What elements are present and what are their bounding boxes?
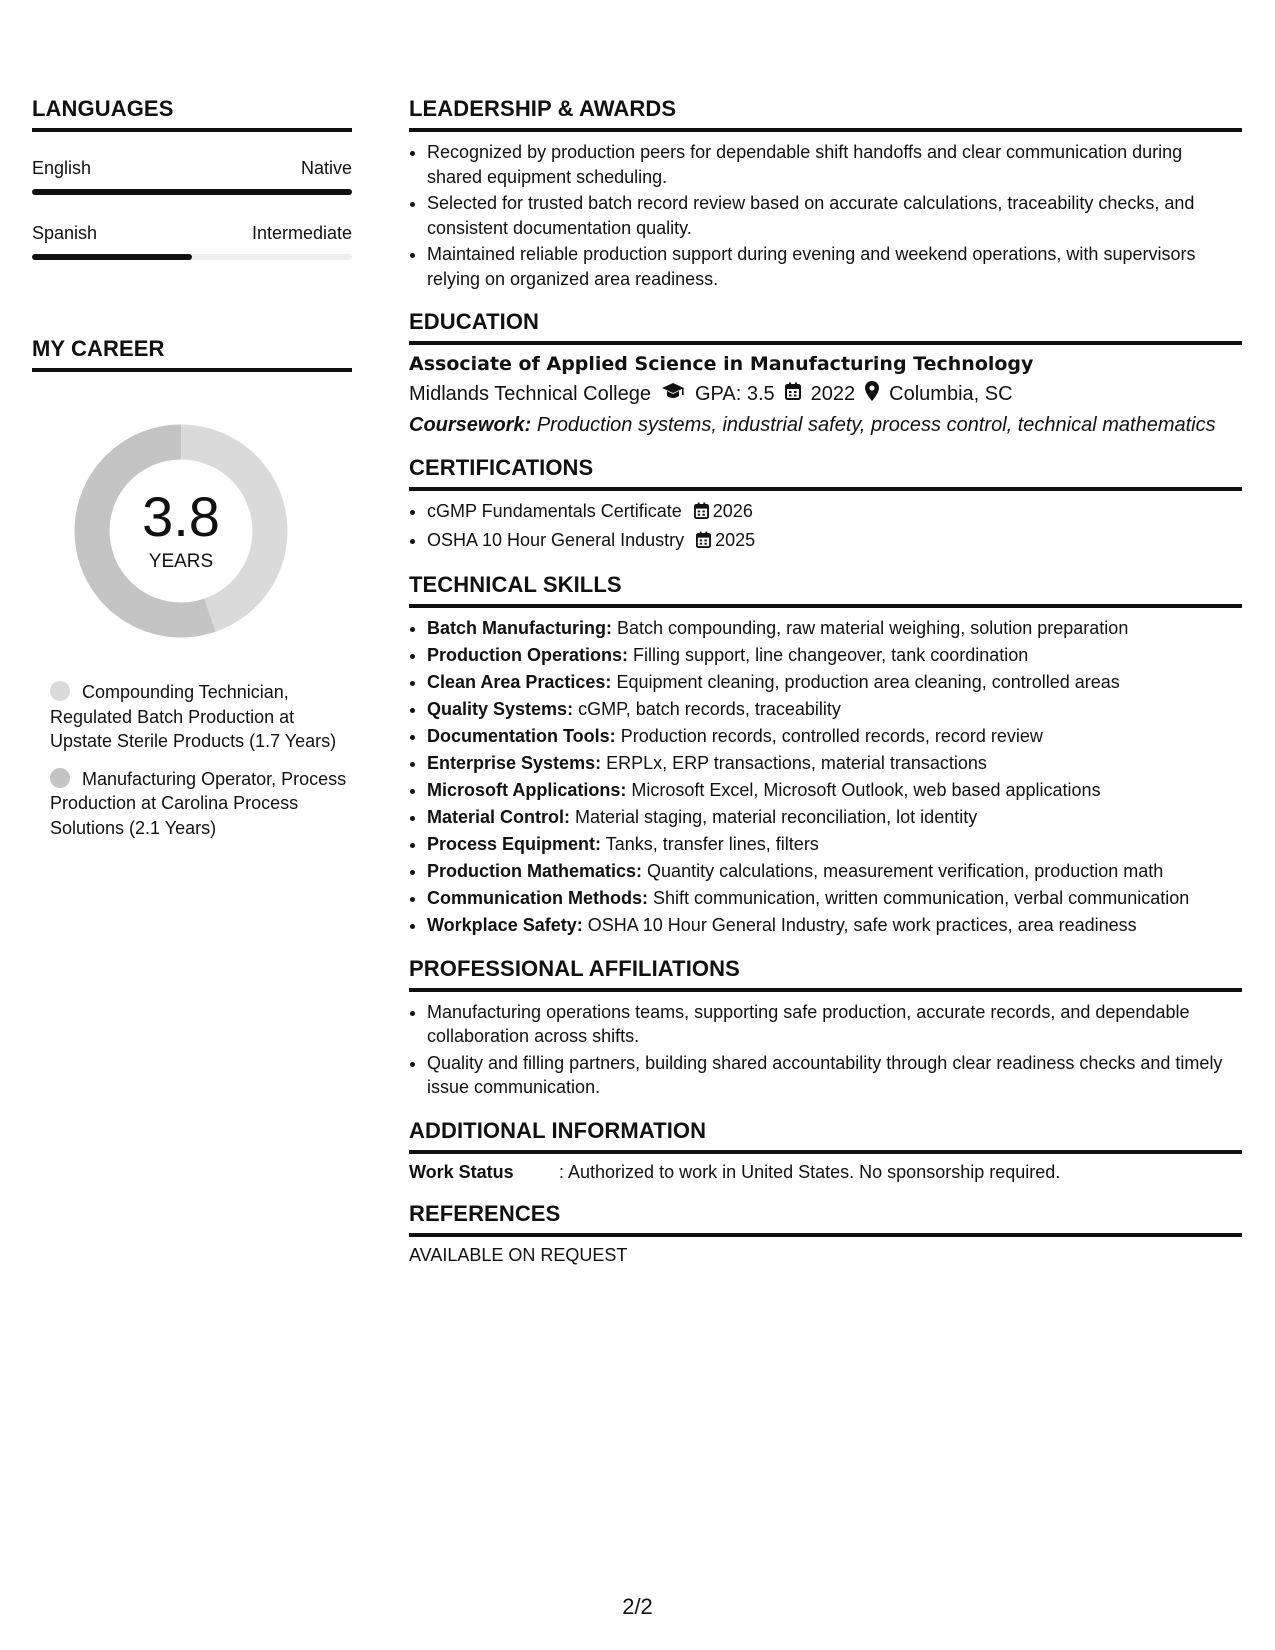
education-location: Columbia, SC xyxy=(889,382,1013,405)
skill-text: Filling support, line changeover, tank coordination xyxy=(633,645,1029,665)
affiliation-item: • Quality and filling partners, building shared accountability through clear readiness checks and timely issue communication. xyxy=(427,1051,1242,1100)
education-school: Midlands Technical College xyxy=(409,382,651,405)
skill-item xyxy=(427,643,1242,668)
certifications-heading: CERTIFICATIONS xyxy=(409,455,1242,491)
location-pin-icon xyxy=(865,381,879,407)
skill-text: cGMP, batch records, traceability xyxy=(578,699,841,719)
skill-label: Production Mathematics: xyxy=(427,861,643,881)
career-job-list xyxy=(50,680,352,840)
language-spanish xyxy=(32,223,352,260)
skill-item xyxy=(427,913,1242,938)
skill-text: OSHA 10 Hour General Industry, safe work practices, area readiness xyxy=(587,915,1137,935)
skill-text: Microsoft Excel, Microsoft Outlook, web based applications xyxy=(631,780,1101,800)
languages-heading: LANGUAGES xyxy=(32,96,352,132)
skill-text: Material staging, material reconciliation, lot identity xyxy=(575,807,978,827)
leadership-item: • Maintained reliable production support during evening and weekend operations, with supervisors relying on organized area readiness. xyxy=(427,242,1242,291)
education-degree: Associate of Applied Science in Manufacturing Technology xyxy=(409,353,1034,375)
career-donut-chart xyxy=(66,416,296,646)
right-column xyxy=(409,96,1242,1284)
career-job-text: Manufacturing Operator, Process Production at Carolina Process Solutions (2.1 Years) xyxy=(50,768,347,838)
references-text: AVAILABLE ON REQUEST xyxy=(409,1244,628,1265)
career-years-unit: YEARS xyxy=(148,551,214,572)
skill-item xyxy=(427,778,1242,803)
affiliation-item: • Manufacturing operations teams, supporting safe production, accurate records, and dependable collaboration across shifts. xyxy=(427,1000,1242,1049)
skills-section xyxy=(409,572,1242,938)
additional-info-heading: ADDITIONAL INFORMATION xyxy=(409,1118,1242,1154)
skill-label: Enterprise Systems: xyxy=(427,753,602,773)
references-heading: REFERENCES xyxy=(409,1201,1242,1237)
education-heading: EDUCATION xyxy=(409,309,1242,345)
skill-item xyxy=(427,832,1242,857)
leadership-heading: LEADERSHIP & AWARDS xyxy=(409,96,1242,132)
certification-name: cGMP Fundamentals Certificate xyxy=(427,501,682,521)
certification-year: 2025 xyxy=(715,529,756,550)
skills-list xyxy=(409,616,1242,938)
references-section xyxy=(409,1201,1242,1266)
skill-text: ERPLx, ERP transactions, material transactions xyxy=(606,753,987,773)
education-gpa: GPA: 3.5 xyxy=(695,382,775,405)
certifications-list xyxy=(409,499,1242,554)
skill-item xyxy=(427,886,1242,911)
skill-label: Batch Manufacturing: xyxy=(427,618,613,638)
language-name: English xyxy=(32,158,92,178)
coursework-text: Production systems, industrial safety, process control, technical mathematics xyxy=(536,414,1216,436)
skill-label: Process Equipment: xyxy=(427,834,602,854)
skill-text: Batch compounding, raw material weighing, solution preparation xyxy=(617,618,1129,638)
certification-item xyxy=(427,528,1242,555)
skill-text: Production records, controlled records, record review xyxy=(620,726,1043,746)
skill-item xyxy=(427,616,1242,641)
language-english xyxy=(32,158,352,195)
skill-text: Shift communication, written communication, verbal communication xyxy=(653,888,1190,908)
work-status-value: : Authorized to work in United States. No sponsorship required. xyxy=(559,1161,1061,1182)
skills-heading: TECHNICAL SKILLS xyxy=(409,572,1242,608)
languages-section xyxy=(32,96,352,260)
skill-item xyxy=(427,751,1242,776)
career-job-text: Compounding Technician, Regulated Batch Production at Upstate Sterile Products (1.7 Years) xyxy=(50,682,337,751)
skill-text: Tanks, transfer lines, filters xyxy=(605,834,819,854)
leadership-item: • Selected for trusted batch record review based on accurate calculations, traceability checks, and consistent documentation quality. xyxy=(427,191,1242,240)
skill-text: Quantity calculations, measurement verification, production math xyxy=(647,861,1164,881)
additional-info-section xyxy=(409,1118,1242,1183)
skill-label: Production Operations: xyxy=(427,645,629,665)
career-total-years: 3.8 xyxy=(142,485,220,548)
graduation-cap-icon xyxy=(661,382,685,406)
calendar-icon xyxy=(694,501,709,526)
certifications-section xyxy=(409,455,1242,554)
career-section xyxy=(32,336,352,840)
legend-dot xyxy=(50,681,70,701)
affiliations-list xyxy=(409,1000,1242,1100)
affiliations-section xyxy=(409,956,1242,1100)
language-level: Native xyxy=(300,158,352,178)
page-number: 2/2 xyxy=(622,1594,653,1619)
calendar-icon xyxy=(785,382,801,406)
education-coursework xyxy=(409,414,1242,437)
leadership-list xyxy=(409,140,1242,291)
skill-label: Documentation Tools: xyxy=(427,726,616,746)
language-proficiency-bar xyxy=(32,254,352,260)
work-status-label: Work Status xyxy=(409,1161,514,1182)
career-heading: MY CAREER xyxy=(32,336,352,372)
language-proficiency-fill xyxy=(32,254,192,260)
skill-label: Clean Area Practices: xyxy=(427,672,612,692)
language-level: Intermediate xyxy=(251,223,352,243)
language-proficiency-bar xyxy=(32,189,352,195)
certification-year: 2026 xyxy=(712,501,753,521)
education-year: 2022 xyxy=(810,382,856,405)
skill-item xyxy=(427,805,1242,830)
skill-item xyxy=(427,859,1242,884)
language-name: Spanish xyxy=(32,223,98,243)
affiliations-heading: PROFESSIONAL AFFILIATIONS xyxy=(409,956,1242,992)
legend-dot xyxy=(50,768,70,788)
education-details xyxy=(409,381,1242,407)
skill-item xyxy=(427,724,1242,749)
skill-item xyxy=(427,697,1242,722)
coursework-label: Coursework: xyxy=(409,414,532,436)
certification-item xyxy=(427,499,1242,526)
calendar-icon xyxy=(696,530,711,555)
leadership-section xyxy=(409,96,1242,291)
skill-label: Communication Methods: xyxy=(427,888,648,908)
skill-label: Workplace Safety: xyxy=(427,915,583,935)
language-proficiency-fill xyxy=(32,189,352,195)
career-job-item xyxy=(50,767,352,841)
left-column xyxy=(32,96,352,853)
certification-name: OSHA 10 Hour General Industry xyxy=(427,529,685,550)
work-status-row xyxy=(409,1162,1242,1183)
skill-text: Equipment cleaning, production area cleaning, controlled areas xyxy=(616,672,1120,692)
skill-item xyxy=(427,670,1242,695)
skill-label: Material Control: xyxy=(427,807,571,827)
education-section xyxy=(409,309,1242,437)
leadership-item: • Recognized by production peers for dependable shift handoffs and clear communication during shared equipment scheduling. xyxy=(427,140,1242,189)
career-job-item xyxy=(50,680,352,754)
skill-label: Microsoft Applications: xyxy=(427,780,627,800)
skill-label: Quality Systems: xyxy=(427,699,574,719)
